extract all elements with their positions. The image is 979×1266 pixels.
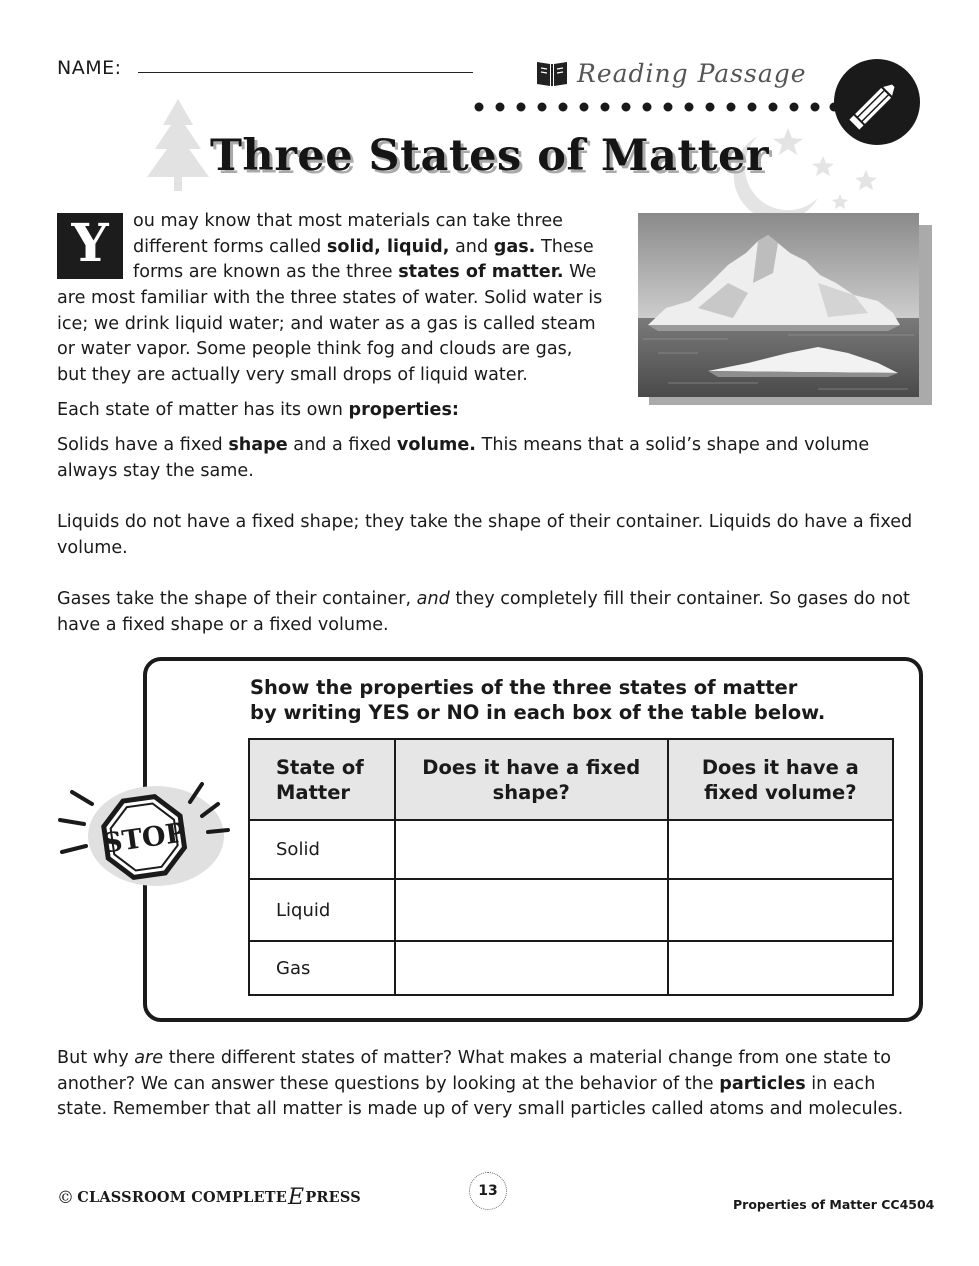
answer-cell-volume[interactable] <box>668 820 893 879</box>
intro-paragraph-first-lines: ou may know that most materials can take three different forms called solid, liquid, and gas. These forms are known as the three states of matter. We <box>133 211 597 283</box>
page-number: 13 <box>469 1172 507 1210</box>
header-fixed-shape: Does it have a fixed shape? <box>395 739 668 820</box>
answer-cell-volume[interactable] <box>668 879 893 941</box>
liquids-paragraph: Liquids do not have a fixed shape; they take the shape of their container. Liquids do have a fixed volume. <box>57 512 913 558</box>
table-header-row <box>249 739 893 820</box>
table-row <box>249 820 893 879</box>
product-code: Properties of Matter CC4504 <box>733 1197 935 1212</box>
publisher-logo: © CLASSROOM COMPLETE E PRESS <box>57 1185 361 1210</box>
properties-intro: Each state of matter has its own properties: <box>57 400 459 420</box>
stop-sign-icon <box>52 770 237 900</box>
name-write-line <box>138 72 473 73</box>
intro-paragraph-rest: are most familiar with the three states of water. Solid water is ice; we drink liquid water; and water as a gas is called steam or water vapor. Some people think fog and clouds are gas, but they are actually very small drops of liquid water. <box>57 288 603 385</box>
answer-cell-shape[interactable] <box>395 879 668 941</box>
answer-cell-shape[interactable] <box>395 941 668 995</box>
closing-paragraph: But why are there different states of matter? What makes a material change from one state to another? We can answer these questions by looking at the behavior of the particles in each state. Remember that all matter is made up of very small particles called atoms and molecules. <box>57 1048 904 1120</box>
iceberg-photo <box>638 213 919 397</box>
answer-cell-volume[interactable] <box>668 941 893 995</box>
answer-cell-shape[interactable] <box>395 820 668 879</box>
states-table <box>248 738 894 996</box>
book-icon <box>535 58 569 88</box>
state-cell: Solid <box>249 820 395 879</box>
copyright-symbol: © <box>57 1187 75 1208</box>
gases-paragraph: Gases take the shape of their container, and they completely fill their container. So gases do not have a fixed shape or a fixed volume. <box>57 589 910 635</box>
state-cell: Gas <box>249 941 395 995</box>
activity-instructions: Show the properties of the three states of matter by writing YES or NO in each box of the table below. <box>250 676 826 724</box>
table-row <box>249 941 893 995</box>
reading-passage-label <box>535 58 807 88</box>
section-label: Reading Passage <box>577 58 807 88</box>
table-row <box>249 879 893 941</box>
page-title: Three States of Matter <box>209 131 770 181</box>
dotted-divider <box>472 100 842 114</box>
solids-paragraph: Solids have a fixed shape and a fixed volume. This means that a solid’s shape and volume always stay the same. <box>57 435 870 481</box>
header-fixed-volume: Does it have a fixed volume? <box>668 739 893 820</box>
drop-cap: Y <box>57 213 123 279</box>
header-state: State of Matter <box>249 739 395 820</box>
state-cell: Liquid <box>249 879 395 941</box>
svg-text:STOP: STOP <box>100 817 188 860</box>
name-label: NAME: <box>57 57 122 79</box>
